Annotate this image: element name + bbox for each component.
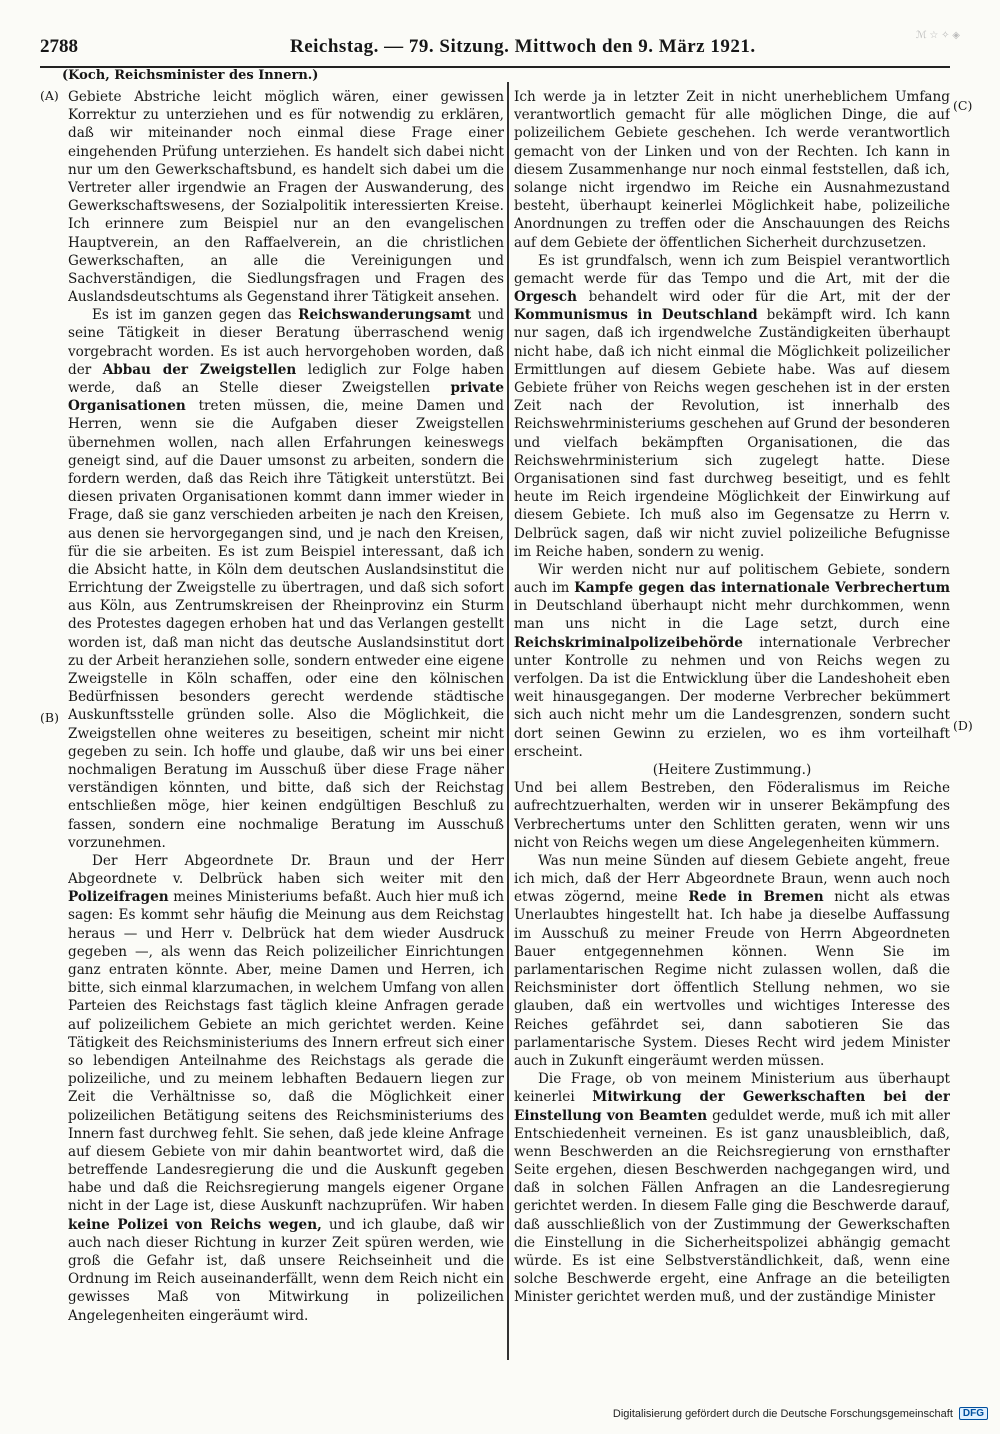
text-run: in Deutschland überhaupt nicht mehr durchkommen, wenn man uns nicht in die Lage setzt, durch eine: [514, 598, 950, 633]
paragraph: [514, 252, 950, 561]
paragraph: Und bei allem Bestreben, den Föderalismus im Reiche aufrechtzuerhalten, werden wir in unserer Bekämpfung des Verbrechertums unter den Schlitten geraten, wenn wir uns nicht von Reichs wegen um diese Angelegenheiten kümmern.: [514, 780, 950, 851]
paragraph: [68, 306, 504, 852]
emphasis: Kampfe gegen das internationale Verbrechertum: [574, 580, 950, 597]
footer: [613, 1407, 988, 1420]
emphasis: keine Polizei von Reichs wegen,: [68, 1216, 322, 1233]
emphasis: Orgesch: [514, 289, 577, 306]
paragraph: Gebiete Abstriche leicht möglich wären, einer gewissen Korrektur zu unterziehen und es für notwendig zu erklären, daß wir miteinander noch einmal diese Frage einer eingehenden Prüfung unterziehen. Es handelt sich dabei nicht nur um den Gewerkschaftsbund, es handelt sich dabei um die Vertreter aller irgendwie an Fragen der Auswanderung, des Gewerkschaftswesens, der Sozialpolitik interessierten Kreise. Ich erinnere zum Beispiel nur an den evangelischen Hauptverein, an den Raffaelverein, an die christlichen Gewerkschaften, an alle die Vereinigungen und Sachverständigen, die Siedlungsfragen und Fragen des Auslandsdeutschtums als Gegenstand ihrer Tätigkeit ansehen.: [68, 89, 504, 306]
text-run: Es ist im ganzen gegen das: [92, 307, 299, 324]
emphasis: Polizeifragen: [68, 889, 169, 906]
margin-marker-d: (D): [953, 718, 973, 733]
paragraph: [514, 561, 950, 761]
emphasis: Kommunismus in Deutschland: [514, 307, 758, 324]
text-run: Was nun meine Sünden auf diesem Gebiete angeht, freue ich mich, daß der Herr Abgeordnete Braun, wenn auch noch etwas zögernd, meine: [514, 852, 950, 906]
text-run: internationale Verbrecher unter Kontrolle zu nehmen und von Reichs wegen zu verfolgen. Da ist die Entwicklung über die Landeshoheit eben weit hinausgegangen. Der moderne Verbrecher bekümmert sich auch nicht mehr um die Landesgrenzen, sondern sucht dort seinen Gewinn zu erzielen, wo es ihm vorteilhaft erscheint.: [514, 634, 950, 760]
dfg-logo-icon: DFG: [959, 1407, 988, 1420]
margin-marker-c: (C): [953, 98, 973, 113]
running-head: Reichstag. — 79. Sitzung. Mittwoch den 9. März 1921.: [290, 36, 756, 57]
text-run: und ich glaube, daß wir auch nach dieser Richtung in kurzer Zeit spüren werden, wie groß die Gefahr ist, daß unsere Reichseinheit und die Ordnung im Reich auseinanderfällt, wenn dem Reich nicht ein gewisses Maß von Mitwirkung in polizeilichen Angelegenheiten eingeräumt wird.: [68, 1216, 504, 1324]
paragraph: [68, 852, 504, 1325]
text-run: Der Herr Abgeordnete Dr. Braun und der Herr Abgeordnete v. Delbrück haben sich weiter mit den: [68, 852, 504, 888]
speaker-line: (Koch, Reichsminister des Innern.): [62, 68, 319, 83]
page-number: 2788: [40, 36, 78, 57]
text-run: geduldet werde, muß ich mit aller Entschiedenheit verneinen. Es ist ganz unausbleiblich, daß, wenn Beschwerden an die Reichsregierung von ernsthafter Seite ergehen, diesen Beschwerden nachgegangen wird, und daß in solchen Fällen Anfragen an die Landesregierung gerichtet werden. In diesem Falle ging die Beschwerde darauf, daß ausschließlich von der Zustimmung der Gewerkschaften die Einstellung in die Sicherheitspolizei abhängig gemacht würde. Es ist eine Selbstverständlichkeit, daß, wenn eine solche Beschwerde ergeht, eine Anfrage an die beteiligten Minister gerichtet werden muß, und der zuständige Minister: [514, 1107, 950, 1306]
text-run: treten müssen, die, meine Damen und Herren, wenn sie die Aufgaben dieser Zweigstellen übernehmen wollen, nach allen Erfahrungen keineswegs geneigt sind, auf die Dauer umsonst zu arbeiten, sondern die fordern werden, daß das Reich ihre Tätigkeit unterstützt. Bei diesen privaten Organisationen kommt dann immer wieder in Frage, daß sie ganz verschieden arbeiten je nach den Kreisen, aus denen sie hervorgegangen sind, und je nach den Kreisen, für die sie arbeiten. Es ist zum Beispiel interessant, daß ich die Absicht hatte, in Köln dem deutschen Auslandsinstitut die Errichtung der Zweigstelle zu übertragen, und daß sich sofort aus Köln, aus Zentrumskreisen der Rheinprovinz ein Sturm des Protestes dagegen erhoben hat und das Verlangen gestellt worden ist, daß man nicht das deutsche Auslandsinstitut dort zu der Arbeit heranziehen solle, sondern entweder eine eigene Zweigstelle in Köln schaffen, oder eine den kölnischen Bedürfnissen besonders gerecht werdende städtische Auskunftsstelle gründen solle. Also die Möglichkeit, die Zweigstellen ohne weiteres zu beseitigen, scheint mir nicht gegeben zu sein. Ich hoffe und glaube, daß wir uns bei einer nochmaligen Beratung im Ausschuß über diese Frage näher verständigen könnten, und bitte, daß sich der Reichstag entschließen möge, hier keinen endgültigen Beschluß zu fassen, sondern eine nochmalige Beratung im Ausschuß vorzunehmen.: [68, 398, 504, 851]
margin-marker-a: (A): [40, 88, 59, 103]
text-run: lediglich zur Folge haben werde, daß an Stelle dieser Zweigstellen: [68, 361, 504, 396]
left-column: [68, 88, 504, 1350]
text-run: bekämpft wird. Ich kann nur sagen, daß ich irgendwelche Zuständigkeiten überhaupt nicht habe, daß ich nicht einmal die Möglichkeit polizeilicher Ermittlungen auf diesem Gebiete habe. Was auf diesem Gebiete früher von Reichs wegen geschehen ist in der ersten Zeit nach der Revolution, ist innerhalb des Reichswehrministeriums geschehen auf Grund der besonderen und vielfach bekämpften Organisationen, die das Reichswehrministerium sich zugelegt hatte. Diese Organisationen sind fast durchweg beseitigt, und es fehlt heute im Reich irgendeine Möglichkeit der Einwirkung auf diesem Gebiete. Ich muß also im Gegensatze zu Herrn v. Delbrück sagen, daß wir nicht zuviel polizeiliche Befugnisse im Reiche haben, sondern zu wenig.: [514, 307, 950, 560]
emphasis: Mitwirkung der Gewerkschaften bei der Einstellung von Beamten: [514, 1089, 950, 1124]
column-divider: [507, 82, 509, 1360]
text-run: meines Ministeriums befaßt. Auch hier muß ich sagen: Es kommt sehr häufig die Meinung aus dem Reichstag heraus — und Herr v. Delbrück hat dem wieder Ausdruck gegeben —, als wenn das Reich polizeilicher Einrichtungen ganz entraten könnte. Aber, meine Damen und Herren, ich bitte, sich einmal klarzumachen, in welchem Umfang von allen Parteien des Reichstags fast täglich kleine Anfragen gerade auf polizeilichem Gebiete an mich gerichtet werden. Keine Tätigkeit des Reichsministeriums des Innern erfreut sich einer so lebendigen Anteilnahme des Reichstags als gerade die polizeiliche, und zu meinem lebhaften Bedauern liegen zur Zeit die Verhältnisse so, daß die Möglichkeit einer polizeilichen Betätigung seitens des Reichsministeriums des Innern fast durchweg fehlt. Sie sehen, daß jede kleine Anfrage auf diesem Gebiete von mir dahin beantwortet wird, daß die betreffende Landesregierung die und die Auskunft gegeben habe und daß die Reichsregierung mangels eigener Organe nicht in der Lage ist, diese Auskunft nachzuprüfen. Wir haben: [68, 889, 504, 1215]
archive-stamp: ℳ ☆ ✧ ◈: [915, 30, 960, 41]
text-run: Wir werden nicht nur auf politischem Gebiete, sondern auch im: [514, 561, 950, 597]
text-run: Die Frage, ob von meinem Ministerium aus überhaupt keinerlei: [514, 1071, 950, 1106]
text-run: nicht als etwas Unerlaubtes hingestellt hat. Ich habe ja dieselbe Auffassung im Ausschuß zu meiner Freude von Herrn Abgeordneten Bauer entgegennehmen können. Wenn Sie im parlamentarischen Regime nicht zulassen wollen, daß die Reichsminister dort öffentlich Stellung nehmen, wo sie glauben, daß ein wertvolles und wichtiges Interesse des Reiches gefährdet sei, dann sabotieren Sie das parlamentarische System. Dieses Recht wird jedem Minister auch in Zukunft eingeräumt werden müssen.: [514, 889, 950, 1069]
footer-credit: Digitalisierung gefördert durch die Deutsche Forschungsgemeinschaft: [612, 1407, 953, 1420]
emphasis: Rede in Bremen: [688, 889, 824, 906]
emphasis: Abbau der Zweigstellen: [102, 361, 297, 378]
emphasis: Reichswanderungsamt: [298, 307, 472, 324]
text-run: und seine Tätigkeit in dieser Beratung überraschend wenig vorgebracht worden. Es ist auch hervorgehoben worden, daß der: [68, 307, 504, 378]
right-column: [514, 88, 950, 1350]
text-run: behandelt wird oder für die Art, mit der der: [576, 289, 950, 306]
margin-marker-b: (B): [40, 710, 59, 725]
page-header: [40, 36, 950, 68]
interjection: (Heitere Zustimmung.): [652, 761, 812, 778]
paragraph: Ich werde ja in letzter Zeit in nicht unerheblichem Umfang verantwortlich gemacht für alle möglichen Dinge, die auf polizeilichem Gebiete geschehen. Ich werde verantwortlich gemacht von der Linken und von der Rechten. Ich kann in diesem Zusammenhange nur noch einmal feststellen, daß ich, solange nicht irgendwo im Reiche ein Ausnahmezustand besteht, überhaupt keinerlei Möglichkeit habe, polizeiliche Anordnungen zu treffen oder die Anschauungen des Reichs auf dem Gebiete der öffentlichen Sicherheit durchzusetzen.: [514, 89, 950, 251]
text-run: Es ist grundfalsch, wenn ich zum Beispiel verantwortlich gemacht werde für das Tempo und die Art, mit der die: [514, 252, 950, 287]
paragraph: [514, 1070, 950, 1306]
paragraph: [514, 852, 950, 1070]
emphasis: Reichskriminalpolizeibehörde: [514, 634, 743, 651]
emphasis: private Organisationen: [68, 380, 504, 415]
